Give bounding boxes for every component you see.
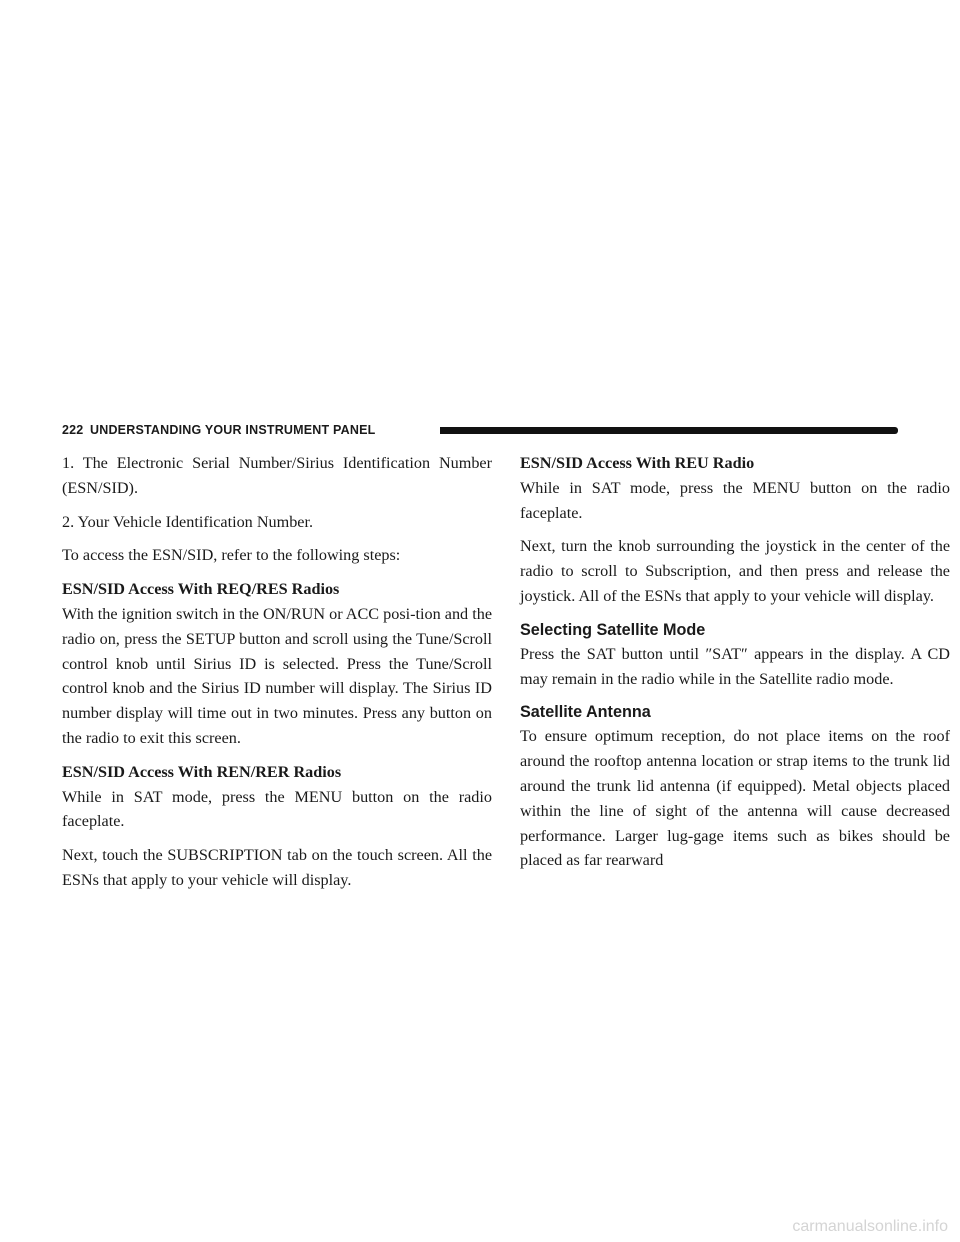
paragraph-ren-rer-2: Next, touch the SUBSCRIPTION tab on the touch screen. All the ESNs that apply to your vehicle will display. [62, 846, 492, 889]
heading-ren-rer-radios: ESN/SID Access With REN/RER Radios [62, 762, 342, 781]
steps-intro: To access the ESN/SID, refer to the following steps: [62, 546, 401, 565]
paragraph-satellite-antenna: To ensure optimum reception, do not place items on the roof around the rooftop antenna location or strap items to the trunk lid around the trunk lid antenna (if equipped). Metal objects placed within the line of sight of the antenna will cause decreased performance. Larger lug-gage items such as bikes should be placed as far rearward [520, 727, 950, 870]
section-title: UNDERSTANDING YOUR INSTRUMENT PANEL [90, 423, 376, 437]
paragraph-satellite-mode: Press the SAT button until ″SAT″ appears in the display. A CD may remain in the radio while in the Satellite radio mode. [520, 644, 950, 688]
page-number: 222 [62, 423, 84, 437]
list-item-vin: 2. Your Vehicle Identification Number. [62, 512, 314, 531]
left-column [62, 451, 492, 893]
heading-req-res-radios: ESN/SID Access With REQ/RES Radios [62, 580, 340, 599]
header-rule [440, 427, 898, 434]
heading-satellite-antenna: Satellite Antenna [520, 703, 651, 722]
paragraph-ren-rer-1: While in SAT mode, press the MENU button on the radio faceplate. [62, 787, 492, 831]
paragraph-req-res: With the ignition switch in the ON/RUN or ACC posi-tion and the radio on, press the SETUP button and scroll using the Tune/Scroll control knob until Sirius ID is selected. Press the Tune/Scroll control knob and the Sirius ID number will display. The Sirius ID number display will time out in two minutes. Press any button on the radio to exit this screen. [62, 604, 492, 747]
right-column [520, 451, 950, 873]
page-header [62, 422, 898, 438]
paragraph-reu-1: While in SAT mode, press the MENU button on the radio faceplate. [520, 478, 950, 522]
watermark: carmanualsonline.info [792, 1218, 948, 1235]
list-item-esn-sid: 1. The Electronic Serial Number/Sirius Identification Number (ESN/SID). [62, 454, 492, 497]
heading-selecting-satellite-mode: Selecting Satellite Mode [520, 620, 706, 639]
heading-reu-radio: ESN/SID Access With REU Radio [520, 454, 755, 472]
paragraph-reu-2: Next, turn the knob surrounding the joystick in the center of the radio to scroll to Subscription, and then press and release the joystick. All of the ESNs that apply to your vehicle will display. [520, 537, 950, 605]
